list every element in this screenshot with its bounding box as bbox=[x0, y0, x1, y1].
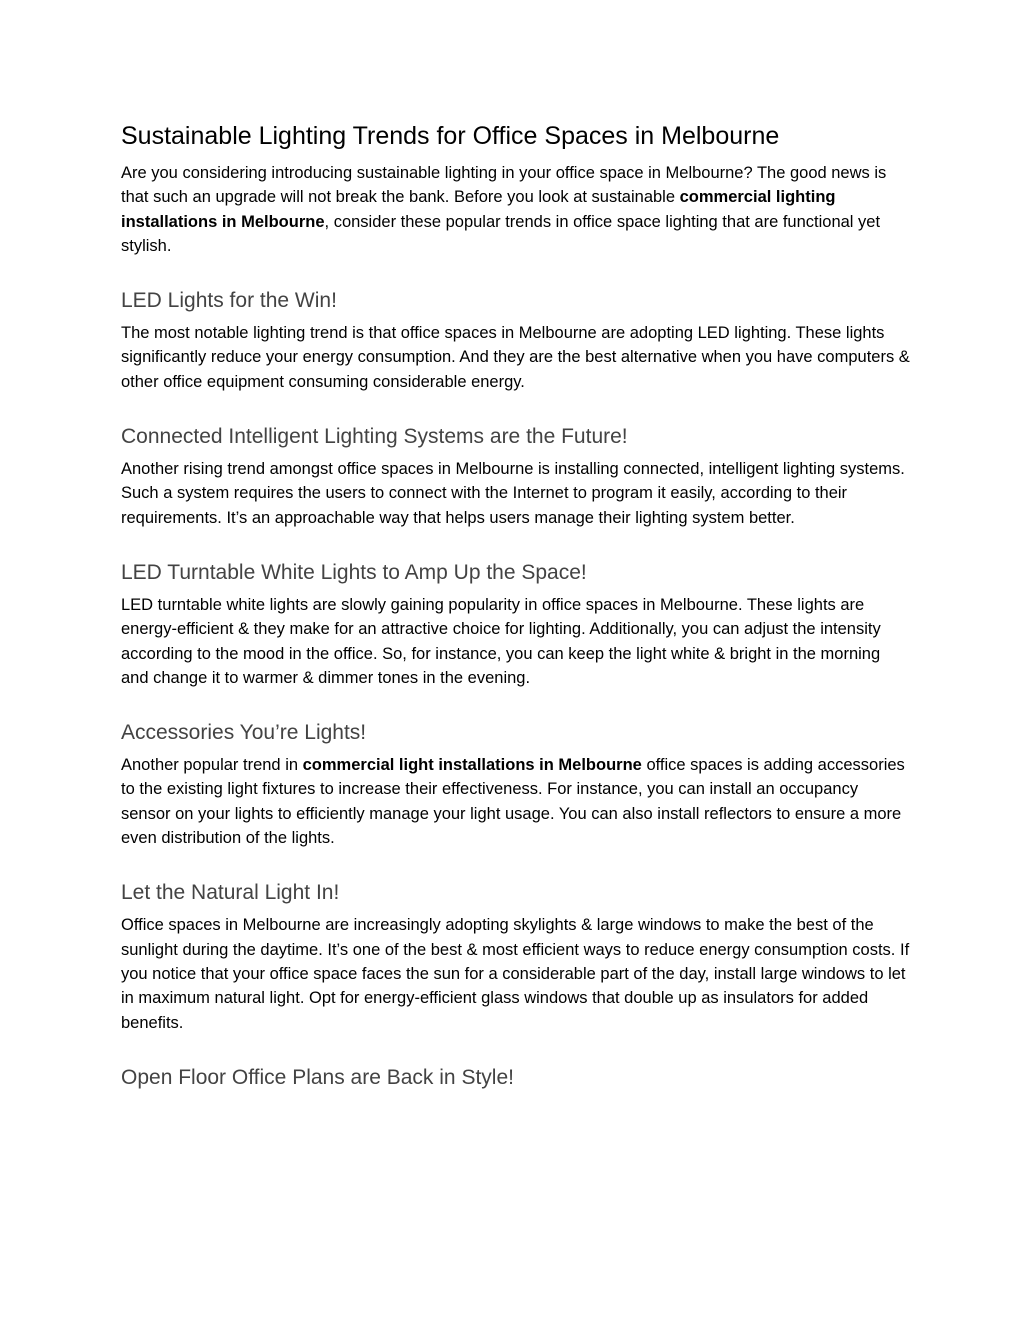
page-title: Sustainable Lighting Trends for Office Spaces in Melbourne bbox=[121, 122, 780, 150]
document-page bbox=[121, 118, 911, 1098]
section-turntable-white bbox=[121, 558, 911, 690]
section-accessories bbox=[121, 718, 911, 850]
section-heading: Open Floor Office Plans are Back in Style! bbox=[121, 1065, 514, 1089]
section-body: LED turntable white lights are slowly gaining popularity in office spaces in Melbourne. These lights are energy-efficient & they make for an attractive choice for lighting. Additionally, you can adjust the intensity according to the mood in the office. So, for instance, you can keep the light white & bright in the morning and change it to warmer & dimmer tones in the evening. bbox=[121, 595, 881, 687]
section-led-lights bbox=[121, 286, 911, 394]
intro-text-before: Are you considering introducing sustainable lighting in your office space in Melbourne? The good news is that such an upgrade will not break the bank. Before you look at sustainable bbox=[121, 164, 887, 207]
section-body: The most notable lighting trend is that office spaces in Melbourne are adopting LED lighting. These lights significantly reduce your energy consumption. And they are the best alternative when you have computers & other office equipment consuming considerable energy. bbox=[121, 324, 910, 391]
section-heading: Connected Intelligent Lighting Systems are the Future! bbox=[121, 425, 628, 449]
section-connected-lighting bbox=[121, 422, 911, 530]
intro-paragraph bbox=[121, 161, 911, 258]
section-natural-light bbox=[121, 878, 911, 1034]
intro-bold-link-text: commercial lighting installations in Melbourne bbox=[121, 188, 836, 231]
section-body: Another rising trend amongst office spaces in Melbourne is installing connected, intelligent lighting systems. Such a system requires the users to connect with the Internet to program it easily, according to their requirements. It’s an approachable way that helps users manage their lighting system better. bbox=[121, 460, 905, 527]
section-body bbox=[121, 753, 911, 850]
section-heading: Let the Natural Light In! bbox=[121, 881, 340, 905]
section-body: Office spaces in Melbourne are increasingly adopting skylights & large windows to make the best of the sunlight during the daytime. It’s one of the best & most efficient ways to reduce energy consumption costs. If you notice that your office space faces the sun for a considerable part of the day, install large windows to let in maximum natural light. Opt for energy-efficient glass windows that double up as insulators for added benefits. bbox=[121, 916, 910, 1032]
section-open-floor bbox=[121, 1063, 911, 1093]
section-heading: LED Lights for the Win! bbox=[121, 289, 337, 313]
intro-text-after: , consider these popular trends in office space lighting that are functional yet stylish. bbox=[121, 212, 881, 255]
section-heading: LED Turntable White Lights to Amp Up the Space! bbox=[121, 560, 587, 584]
body-text-after: office spaces is adding accessories to the existing light fixtures to increase their effectiveness. For instance, you can install an occupancy sensor on your lights to efficiently manage your light usage. You can also install reflectors to ensure a more even distribution of the lights. bbox=[121, 756, 905, 848]
body-text-before: Another popular trend in bbox=[121, 756, 303, 775]
body-bold-text: commercial light installations in Melbourne bbox=[302, 756, 642, 775]
section-heading: Accessories You’re Lights! bbox=[121, 721, 367, 745]
